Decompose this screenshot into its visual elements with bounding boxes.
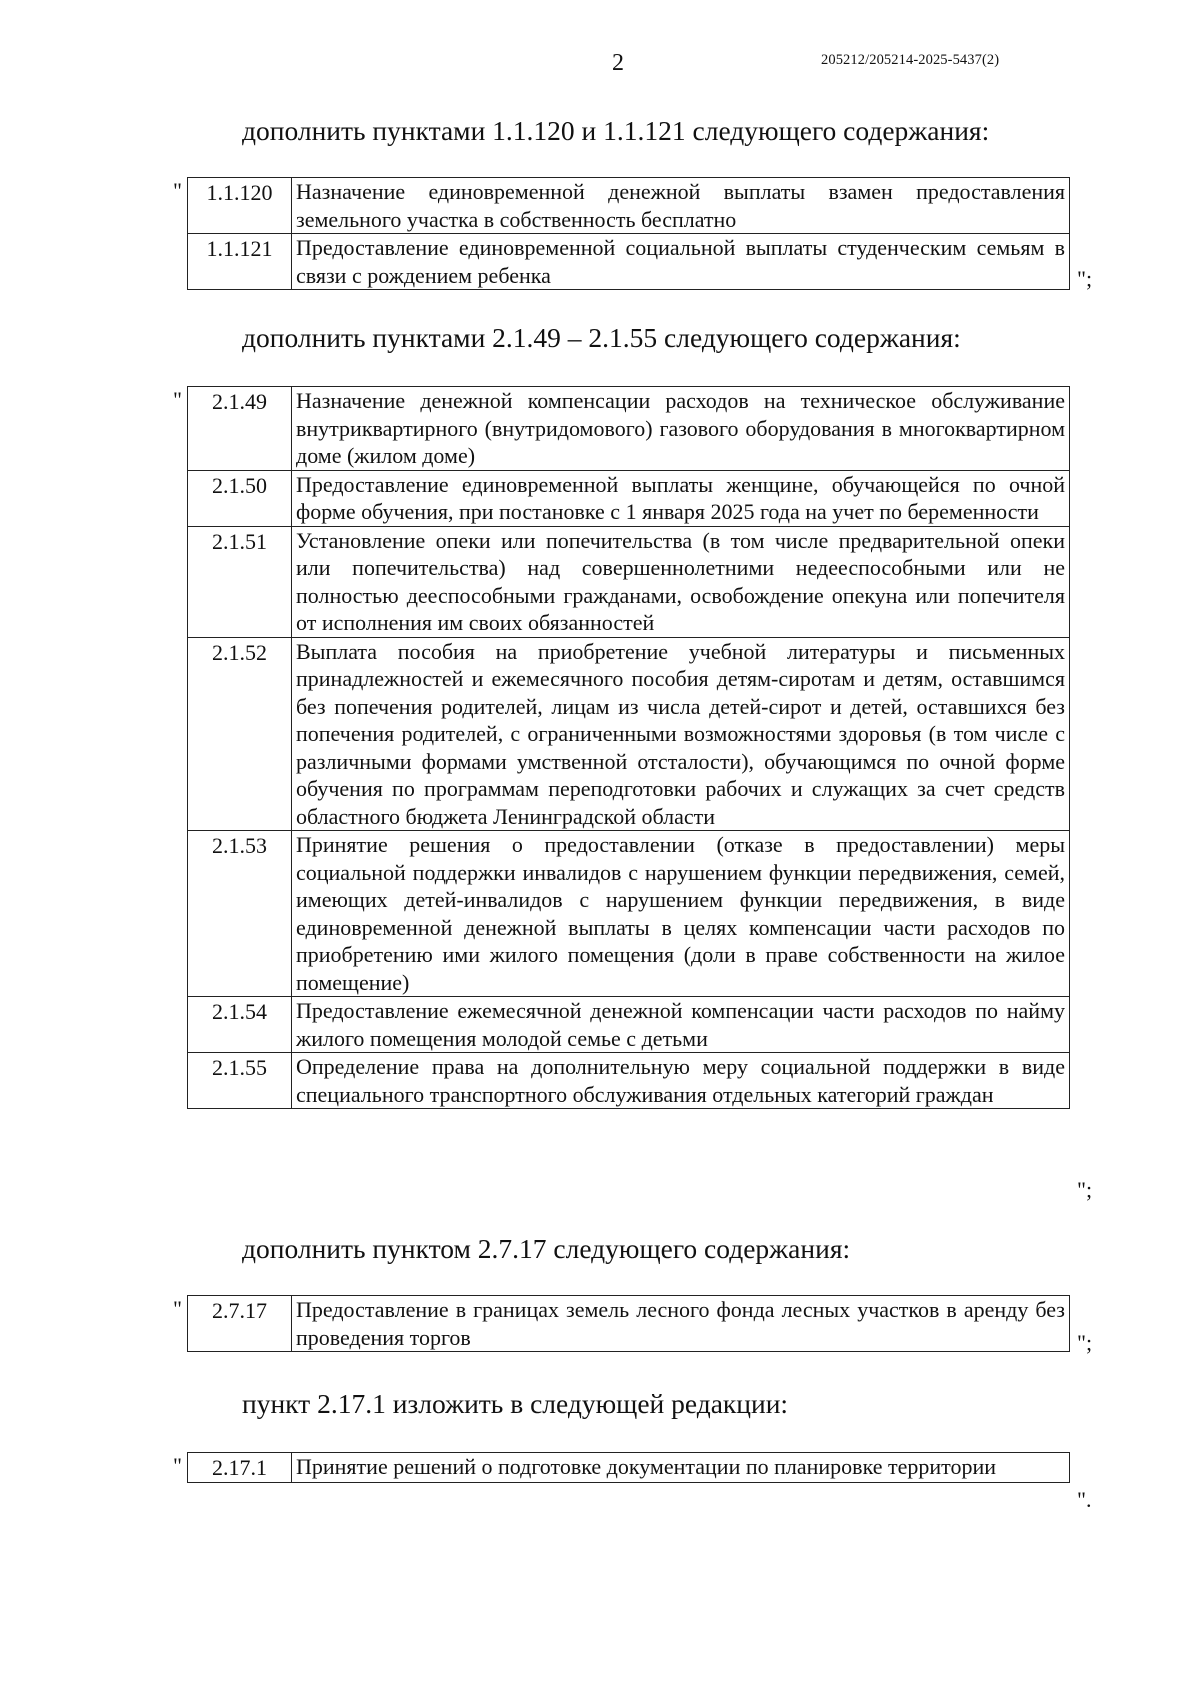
opening-quote: " [173, 1453, 182, 1478]
item-number: 2.7.17 [188, 1296, 292, 1352]
table-row [188, 234, 1070, 290]
table-row [188, 997, 1070, 1053]
section-heading: дополнить пунктами 2.1.49 – 2.1.55 следующего содержания: [242, 322, 961, 353]
item-text: Предоставление ежемесячной денежной компенсации части расходов по найму жилого помещения молодой семье с детьми [292, 997, 1070, 1053]
item-number: 2.1.52 [188, 637, 292, 831]
table-row [188, 526, 1070, 637]
item-number: 2.17.1 [188, 1453, 292, 1483]
item-text: Назначение денежной компенсации расходов на техническое обслуживание внутриквартирного (внутридомового) газового оборудования в многоквартирном доме (жилом доме) [292, 387, 1070, 471]
table-row [188, 178, 1070, 234]
table-row [188, 1453, 1070, 1483]
table-row [188, 1053, 1070, 1109]
amendment-table [187, 1452, 1070, 1483]
closing-quote: ". [1077, 1487, 1092, 1512]
table-row [188, 1296, 1070, 1352]
item-number: 2.1.55 [188, 1053, 292, 1109]
section-heading: дополнить пунктом 2.7.17 следующего содержания: [242, 1233, 851, 1264]
item-text: Принятие решения о предоставлении (отказе в предоставлении) меры социальной поддержки инвалидов с нарушением функции передвижения, семей, имеющих детей-инвалидов с нарушением функции передвижения, в виде единовременной денежной выплаты в целях компенсации части расходов по приобретению ими жилого помещения (доли в праве собственности на жилое помещение) [292, 831, 1070, 997]
item-number: 2.1.54 [188, 997, 292, 1053]
document-code: 205212/205214-2025-5437(2) [821, 52, 1000, 68]
page-number: 2 [612, 50, 624, 76]
section-heading: дополнить пунктами 1.1.120 и 1.1.121 следующего содержания: [242, 115, 990, 146]
item-number: 1.1.120 [188, 178, 292, 234]
amendment-table [187, 177, 1070, 290]
closing-quote: "; [1077, 1330, 1093, 1355]
section-heading: пункт 2.17.1 изложить в следующей редакции: [242, 1388, 789, 1419]
table-row [188, 387, 1070, 471]
item-number: 2.1.50 [188, 470, 292, 526]
table-row [188, 637, 1070, 831]
item-number: 1.1.121 [188, 234, 292, 290]
item-text: Принятие решений о подготовке документации по планировке территории [292, 1453, 1070, 1483]
item-text: Выплата пособия на приобретение учебной литературы и письменных принадлежностей и ежемесячного пособия детям-сиротам и детям, оставшимся без попечения родителей, лицам из числа детей-сирот и детей, оставшихся без попечения родителей, с ограниченными возможностями здоровья (в том числе с различными формами умственной отсталости), обучающимся по очной форме обучения по программам переподготовки рабочих и служащих за счет средств областного бюджета Ленинградской области [292, 637, 1070, 831]
item-text: Установление опеки или попечительства (в том числе предварительной опеки или попечительства) над совершеннолетними недееспособными или не полностью дееспособными гражданами, освобождение опекуна или попечителя от исполнения им своих обязанностей [292, 526, 1070, 637]
amendment-table [187, 1295, 1070, 1352]
opening-quote: " [173, 387, 182, 412]
item-number: 2.1.51 [188, 526, 292, 637]
table-row [188, 470, 1070, 526]
item-text: Предоставление единовременной социальной выплаты студенческим семьям в связи с рождением ребенка [292, 234, 1070, 290]
opening-quote: " [173, 1296, 182, 1321]
item-text: Определение права на дополнительную меру социальной поддержки в виде специального транспортного обслуживания отдельных категорий граждан [292, 1053, 1070, 1109]
amendment-table [187, 386, 1070, 1109]
table-row [188, 831, 1070, 997]
item-number: 2.1.49 [188, 387, 292, 471]
item-number: 2.1.53 [188, 831, 292, 997]
item-text: Назначение единовременной денежной выплаты взамен предоставления земельного участка в собственность бесплатно [292, 178, 1070, 234]
item-text: Предоставление в границах земель лесного фонда лесных участков в аренду без проведения торгов [292, 1296, 1070, 1352]
opening-quote: " [173, 178, 182, 203]
closing-quote: "; [1077, 266, 1093, 291]
item-text: Предоставление единовременной выплаты женщине, обучающейся по очной форме обучения, при постановке с 1 января 2025 года на учет по беременности [292, 470, 1070, 526]
closing-quote: "; [1077, 1177, 1093, 1202]
